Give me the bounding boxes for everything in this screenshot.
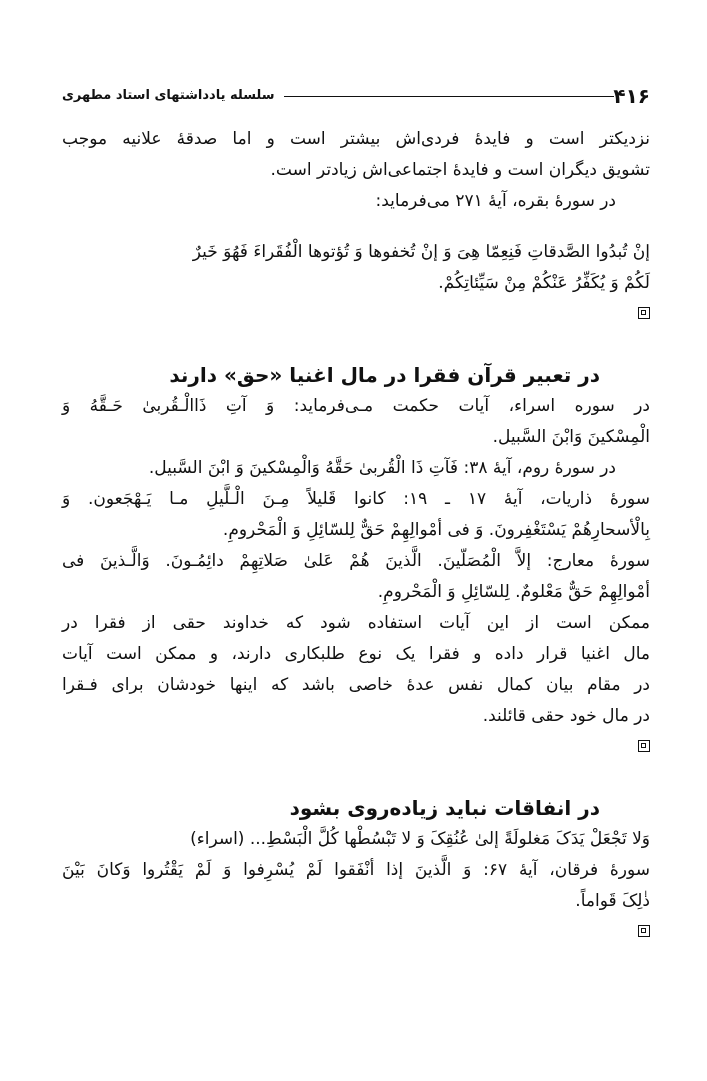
page-body [62, 124, 650, 937]
body-line: در سوره اسراء، آیات حکمت مـی‌فرماید: وَ آتِ ذَاالْـقُربیٰ حَـقَّهُ وَ [62, 396, 650, 416]
header-rule [284, 96, 614, 97]
section-end-icon [638, 740, 650, 752]
body-line: سورهٔ معارج: إلاَّ الْمُصَلّینَ. الَّذینَ هُمْ عَلیٰ صَلاتِهِمْ دائِمُـونَ. وَالَّـذینَ فی [62, 551, 650, 571]
page-number: ۴۱۶ [613, 84, 650, 108]
body-line: نزدیکتر است و فایدهٔ فردی‌اش بیشتر است و اما صدقهٔ علانیه موجب [62, 129, 650, 149]
body-line: ذٰلِکَ قَواماً. [575, 891, 650, 911]
section-alms [62, 124, 650, 319]
running-header [62, 84, 650, 114]
section-heading: در تعبیر قرآن فقرا در مال اغنیا «حق» دارند [169, 363, 600, 387]
section-no-excess [62, 792, 650, 937]
section-rights-of-poor [62, 359, 650, 752]
body-line: سورهٔ فرقان، آیهٔ ۶۷: وَ الَّذینَ إذا أنْفَقوا لَمْ یُسْرِفوا وَ لَمْ یَقْتُروا وَکانَ بَیْنَ [62, 860, 651, 880]
body-line: مال اغنیا قرار داده و فقرا یک نوع طلبکاری دارند، و ممکن است آیات [62, 644, 650, 664]
body-line: در مقام بیان کمال نفس عدهٔ خاصی باشد که اینها خودشان برای فـقرا [62, 675, 650, 695]
verse-line: لَکُمْ وَ یُکَفِّرُ عَنْکُمْ مِنْ سَیِّئاتِکُمْ. [438, 273, 650, 293]
body-line: در مال خود حقی قائلند. [482, 706, 650, 726]
body-line: در سورهٔ بقره، آیهٔ ۲۷۱ می‌فرماید: [375, 191, 616, 211]
body-line: أمْوالِهِمْ حَقٌّ مَعْلومٌ. لِلسّائِلِ وَ الْمَحْرومِ. [377, 582, 650, 602]
section-end-icon [638, 925, 650, 937]
section-end-icon [638, 307, 650, 319]
section-heading: در انفاقات نباید زیاده‌روی بشود [289, 796, 600, 820]
verse-line: إنْ تُبدُوا الصَّدقاتِ فَنِعِمّا هِیَ وَ إنْ تُخفوها وَ تُؤتوها الْفُقَراءَ فَهُوَ خَیرٌ [192, 242, 650, 262]
body-line: تشویق دیگران است و فایدهٔ اجتماعی‌اش زیادتر است. [270, 160, 650, 180]
body-line: وَلا تَجْعَلْ یَدَکَ مَغلولَةً إلیٰ عُنُقِکَ وَ لا تَبْسُطْها کُلَّ الْبَسْطِ... (اسراء) [190, 829, 650, 849]
series-title: سلسله یادداشتهای استاد مطهری [62, 88, 275, 103]
body-line: بِالْأسحارِهُمْ یَسْتَغْفِرونَ. وَ فی أمْوالِهِمْ حَقٌّ لِلسّائِلِ وَ الْمَحْرومِ. [222, 520, 650, 540]
body-line: در سورهٔ روم، آیهٔ ۳۸: فَآتِ ذَا الْقُربیٰ حَقَّهُ وَالْمِسْکینَ وَ ابْنَ السَّبیل. [148, 458, 616, 478]
body-line: ممکن است از این آیات استفاده شود که خداوند حقی از فقرا در [62, 613, 650, 633]
body-line: الْمِسْکینَ وَابْنَ السَّبیل. [492, 427, 650, 447]
body-line: سورهٔ ذاریات، آیهٔ ۱۷ ـ ۱۹: کانوا قَلیلاً مِـنَ الْـلَّیلِ مـا یَـهْجَعون. وَ [62, 489, 650, 509]
